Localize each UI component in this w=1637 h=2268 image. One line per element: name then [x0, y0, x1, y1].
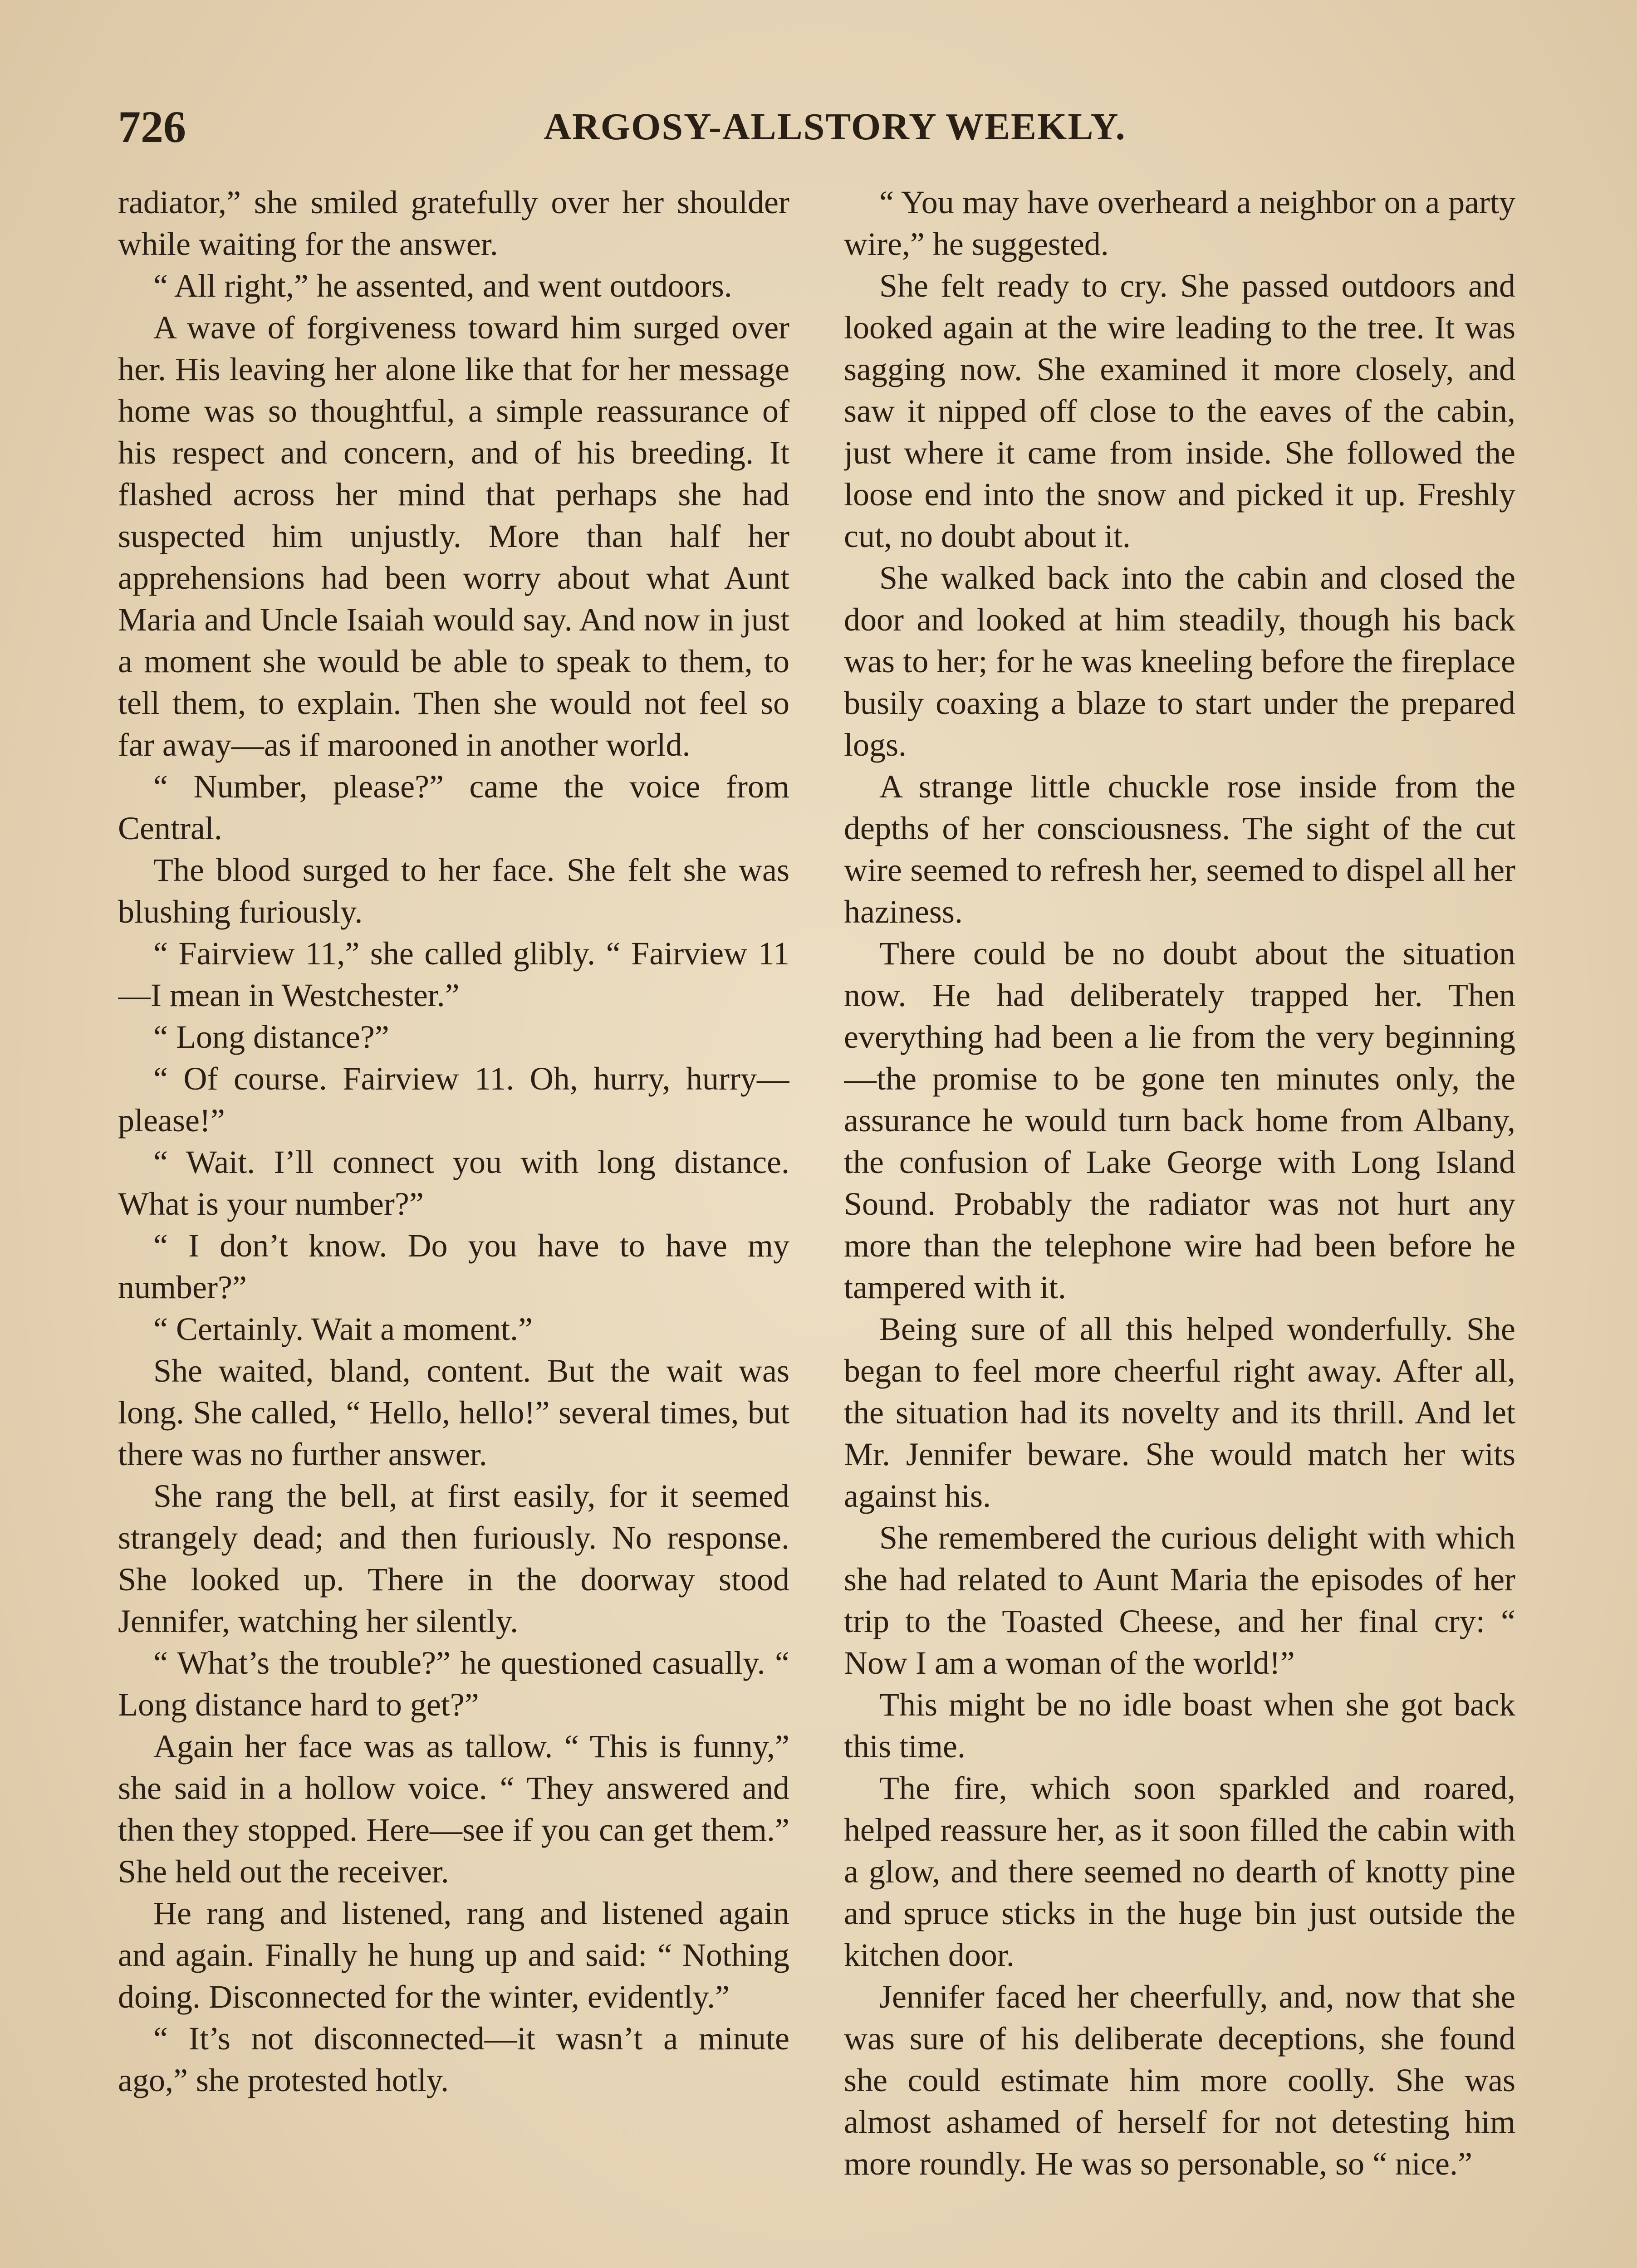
- paragraph: “ What’s the trouble?” he questioned casually. “ Long distance hard to get?”: [118, 1645, 789, 1723]
- left-column: [118, 181, 789, 2268]
- paragraph: “ Wait. I’ll connect you with long distance. What is your number?”: [118, 1144, 789, 1222]
- paragraph: “ Number, please?” came the voice from Central.: [118, 768, 789, 846]
- paragraph: Again her face was as tallow. “ This is funny,” she said in a hollow voice. “ They answered and then they stopped. Here—see if you can get them.” She held out the receiver.: [118, 1728, 789, 1890]
- paragraph: She waited, bland, content. But the wait was long. She called, “ Hello, hello!” several times, but there was no further answer.: [118, 1353, 789, 1472]
- text-columns: [118, 181, 1529, 2268]
- paragraph: “ You may have overheard a neighbor on a party wire,” he suggested.: [844, 184, 1515, 262]
- paragraph: The fire, which soon sparkled and roared, helped reassure her, as it soon filled the cabin with a glow, and there seemed no dearth of knotty pine and spruce sticks in the huge bin just outside the kitchen door.: [844, 1770, 1515, 1973]
- paragraph: She felt ready to cry. She passed outdoors and looked again at the wire leading to the tree. It was sagging now. She examined it more closely, and saw it nipped off close to the eaves of the cabin, just where it came from inside. She followed the loose end into the snow and picked it up. Freshly cut, no doubt about it.: [844, 268, 1515, 554]
- page-number: 726: [118, 102, 186, 152]
- paragraph: “ It’s not disconnected—it wasn’t a minute ago,” she protested hotly.: [118, 2020, 789, 2098]
- paragraph: There could be no doubt about the situation now. He had deliberately trapped her. Then everything had been a lie from the very beginning—the promise to be gone ten minutes only, the assurance he would turn back home from Albany, the confusion of Lake George with Long Island Sound. Probably the radiator was not hurt any more than the telephone wire had been before he tampered with it.: [844, 935, 1515, 1305]
- paragraph: The blood surged to her face. She felt she was blushing furiously.: [118, 852, 789, 930]
- paragraph: A wave of forgiveness toward him surged over her. His leaving her alone like that for her message home was so thoughtful, a simple reassurance of his respect and concern, and of his breeding. It flashed across her mind that perhaps she had suspected him unjustly. More than half her apprehensions had been worry about what Aunt Maria and Uncle Isaiah would say. And now in just a moment she would be able to speak to them, to tell them, to explain. Then she would not feel so far away—as if marooned in another world.: [118, 309, 789, 763]
- running-head: ARGOSY-ALLSTORY WEEKLY.: [544, 106, 1126, 148]
- paragraph: “ Long distance?”: [153, 1019, 389, 1055]
- paragraph: Jennifer faced her cheerfully, and, now that she was sure of his deliberate deceptions, she found she could estimate him more coolly. She was almost ashamed of herself for not detesting him more roundly. He was so personable, so “ nice.”: [844, 1979, 1515, 2182]
- paragraph: radiator,” she smiled gratefully over her shoulder while waiting for the answer.: [118, 184, 789, 262]
- paragraph: She walked back into the cabin and closed the door and looked at him steadily, though his back was to her; for he was kneeling before the fireplace busily coaxing a blaze to start under the prepared logs.: [844, 560, 1515, 763]
- right-column: [844, 181, 1515, 2268]
- paragraph: This might be no idle boast when she got back this time.: [844, 1686, 1515, 1765]
- paragraph: “ Of course. Fairview 11. Oh, hurry, hurry—please!”: [118, 1061, 789, 1139]
- paragraph: He rang and listened, rang and listened again and again. Finally he hung up and said: “ Nothing doing. Disconnected for the winter, evidently.”: [118, 1895, 789, 2015]
- paragraph: A strange little chuckle rose inside from the depths of her consciousness. The sight of the cut wire seemed to refresh her, seemed to dispel all her haziness.: [844, 768, 1515, 930]
- paragraph: “ All right,” he assented, and went outdoors.: [153, 268, 732, 304]
- paragraph: “ Certainly. Wait a moment.”: [153, 1311, 533, 1347]
- page-header: [0, 93, 1637, 161]
- paragraph: “ I don’t know. Do you have to have my number?”: [118, 1227, 789, 1305]
- paragraph: She rang the bell, at first easily, for it seemed strangely dead; and then furiously. No response. She looked up. There in the doorway stood Jennifer, watching her silently.: [118, 1478, 789, 1639]
- paragraph: “ Fairview 11,” she called glibly. “ Fairview 11—I mean in Westchester.”: [118, 935, 789, 1013]
- paragraph: Being sure of all this helped wonderfully. She began to feel more cheerful right away. After all, the situation had its novelty and its thrill. And let Mr. Jennifer beware. She would match her wits against his.: [844, 1311, 1515, 1514]
- paragraph: She remembered the curious delight with which she had related to Aunt Maria the episodes of her trip to the Toasted Cheese, and her final cry: “ Now I am a woman of the world!”: [844, 1520, 1515, 1681]
